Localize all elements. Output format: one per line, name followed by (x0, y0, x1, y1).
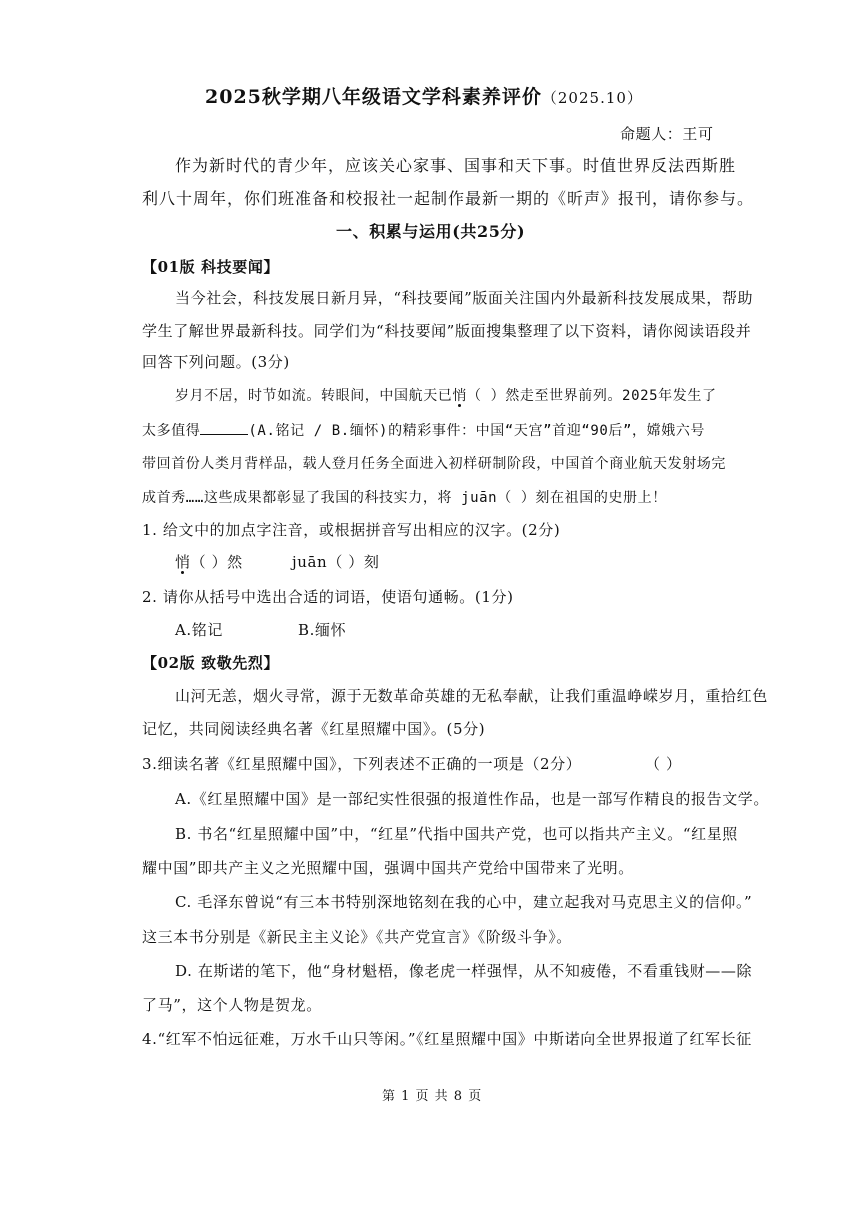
passage-l2-b: (A.铭记 / B.缅怀)的精彩事件：中国“天宫”首迎“90后”，嫦娥六号 (248, 423, 706, 439)
fill-blank[interactable] (200, 420, 248, 435)
q1-answer-b[interactable]: juān（ ）刻 (292, 553, 380, 571)
passage-l1-a: 岁月不居，时节如流。转眼间，中国航天已 (175, 388, 453, 404)
q3-option-a: A.《红星照耀中国》是一部纪实性很强的报道性作品，也是一部写作精良的报告文学。 (175, 790, 770, 808)
passage-line-2 (142, 420, 705, 442)
block2-intro-2: 记忆，共同阅读经典名著《红星照耀中国》。(5分) (142, 720, 486, 738)
q1-answer-a (175, 551, 243, 573)
q3-option-d-2: 了马”，这个人物是贺龙。 (142, 996, 322, 1014)
intro-line-2: 利八十周年，你们班准备和校报社一起制作最新一期的《昕声》报刊，请你参与。 (142, 189, 755, 208)
block1-intro-1: 当今社会，科技发展日新月异，“科技要闻”版面关注国内外最新科技发展成果，帮助 (175, 289, 754, 307)
page-footer: 第 1 页 共 8 页 (382, 1089, 483, 1104)
block1-label: 【01版 科技要闻】 (142, 258, 280, 276)
q2-option-a[interactable]: A.铭记 (175, 621, 224, 639)
author-line: 命题人：王可 (620, 125, 714, 143)
section-heading: 一、积累与运用(共25分) (336, 222, 526, 241)
passage-line-4: 成首秀……这些成果都彰显了我国的科技实力，将 juān（ ）刻在祖国的史册上！ (142, 490, 667, 506)
passage-l1-b: （ ）然走至世界前列。2025年发生了 (467, 388, 717, 404)
q3-option-d-1: D. 在斯诺的笔下，他“身材魁梧，像老虎一样强悍，从不知疲倦，不看重钱财——除 (175, 962, 753, 980)
passage-line-3: 带回首份人类月背样品，载人登月任务全面进入初样研制阶段，中国首个商业航天发射场完 (142, 456, 726, 472)
q2-option-b[interactable]: B.缅怀 (298, 621, 347, 639)
q3-option-c-2: 这三本书分别是《新民主主义论》《共产党宣言》《阶级斗争》。 (142, 928, 572, 946)
exam-title (205, 86, 643, 109)
q1-dotted-char: 悄 (175, 553, 191, 571)
block1-intro-2: 学生了解世界最新科技。同学们为“科技要闻”版面搜集整理了以下资料，请你阅读语段并 (142, 322, 752, 340)
dotted-char: 悄 (452, 388, 468, 404)
q3-option-b-2: 耀中国”即共产主义之光照耀中国，强调中国共产党给中国带来了光明。 (142, 859, 634, 877)
block1-intro-3: 回答下列问题。(3分) (142, 353, 290, 371)
q2-stem: 2. 请你从括号中选出合适的词语，使语句通畅。(1分) (142, 588, 514, 606)
passage-line-1 (175, 385, 717, 407)
q3-stem: 3.细读名著《红星照耀中国》，下列表述不正确的一项是（2分） (142, 755, 582, 773)
title-date: （2025.10） (541, 89, 643, 107)
q1-a-rest[interactable]: （ ）然 (190, 553, 243, 571)
passage-l2-a: 太多值得 (142, 423, 201, 439)
title-text: 2025秋学期八年级语文学科素养评价 (205, 86, 542, 108)
q3-answer-paren[interactable]: （ ） (645, 755, 682, 773)
q1-stem: 1. 给文中的加点字注音，或根据拼音写出相应的汉字。(2分) (142, 521, 561, 539)
q4-line-1: 4.“红军不怕远征难，万水千山只等闲。”《红星照耀中国》中斯诺向全世界报道了红军长征 (142, 1030, 752, 1048)
q3-option-b-1: B. 书名“红星照耀中国”中，“红星”代指中国共产党，也可以指共产主义。“红星照 (175, 825, 738, 843)
block2-intro-1: 山河无恙，烟火寻常，源于无数革命英雄的无私奉献，让我们重温峥嵘岁月，重拾红色 (175, 687, 768, 705)
block2-label: 【02版 致敬先烈】 (142, 654, 280, 672)
q3-option-c-1: C. 毛泽东曾说“有三本书特别深地铭刻在我的心中，建立起我对马克思主义的信仰。” (175, 893, 753, 911)
intro-line-1: 作为新时代的青少年，应该关心家事、国事和天下事。时值世界反法西斯胜 (175, 156, 737, 175)
